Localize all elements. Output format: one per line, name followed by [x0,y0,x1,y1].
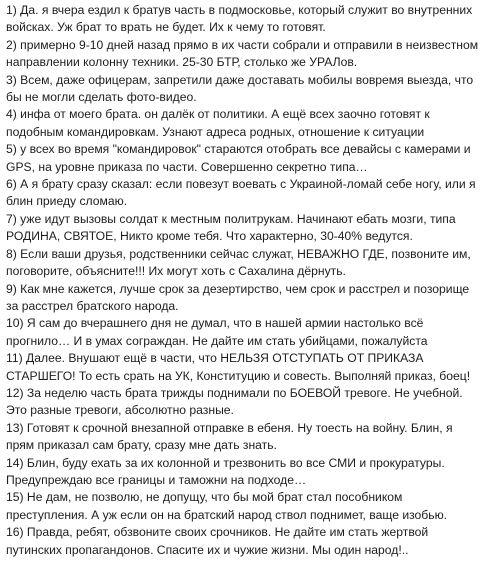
paragraph-9: 9) Как мне кажется, лучше срок за дезертирство, чем срок и расстрел и позорище за расстрел братского народа. [6,281,473,313]
paragraph-4: 4) инфа от моего брата. он далёк от политики. А ещё всех заочно готовят к подобным командировкам. Узнают адреса родных, отношение к ситуации [6,107,434,139]
paragraph-1: 1) Да. я вчера ездил к братув часть в подмосковье, который служит во внутренних войсках. Уж брат то врать не будет. Их к чему то готовят. [6,3,476,35]
paragraph-5: 5) у всех во время "командировок" стараются отобрать все девайсы с камерами и GPS, на уровне приказа по части. Совершенно секретно типа… [6,142,474,174]
paragraph-3: 3) Всем, даже офицерам, запретили даже доставать мобилы вовремя выезда, что бы не могли сделать фото-видео. [6,72,477,105]
paragraph-13: 13) Готовят к срочной внезапной отправке в ебеня. Ну тоесть на войну. Блин, я прям приказал сам брату, сразу мне дать знать. [6,420,456,453]
paragraph-2: 2) примерно 9-10 дней назад прямо в их части собрали и отправили в неизвестном направлении колонну техники. 25-30 БТР, столько же УРАЛов. [6,37,482,70]
paragraph-14: 14) Блин, буду ехать за их колонной и трезвонить во все СМИ и прокуратуры. Предупреждаю все границы и таможни на подходе… [6,455,449,487]
paragraph-16: 16) Правда, ребят, обзвоните своих срочников. Не дайте им стать жертвой путинских пропагандонов. Спасите их и чужие жизни. Мы один народ!.. [6,525,432,557]
paragraph-8: 8) Если ваши друзья, родственники сейчас служат, НЕВАЖНО ГДЕ, позвоните им, поговорите, объясните!!! Их могут хоть с Сахалина дёрнуть. [6,246,475,279]
paragraph-12: 12) За неделю часть брата трижды поднимали по БОЕВОЙ тревоге. Не учебной. Это разные тревоги, абсолютно разные. [6,385,467,418]
paragraph-11: 11) Далее. Внушают ещё в части, что НЕЛЬЗЯ ОТСТУПАТЬ ОТ ПРИКАЗА СТАРШЕГО! То есть срать на УК, Конституцию и совесть. Выполняй приказ, боец! [6,351,471,383]
paragraph-10: 10) Я сам до вчерашнего дня не думал, что в нашей армии настолько всё прогнило… И в умах сограждан. Не дайте им стать убийцами, пожалуйста [6,316,428,348]
paragraph-6: 6) А я брату сразу сказал: если повезут воевать с Украиной-ломай себе ногу, или я блин приеду сломаю. [6,177,479,209]
paragraph-7: 7) уже идут вызовы солдат к местным политрукам. Начинают ебать мозги, типа РОДИНА, СВЯТОЕ, Никто кроме тебя. Что характерно, 30-40% ведутся. [6,211,459,244]
paragraph-15: 15) Не дам, не позволю, не допущу, что бы мой брат стал пособником преступления. А уж если он на братский народ ствол поднимет, ваще изобью. [6,490,448,522]
